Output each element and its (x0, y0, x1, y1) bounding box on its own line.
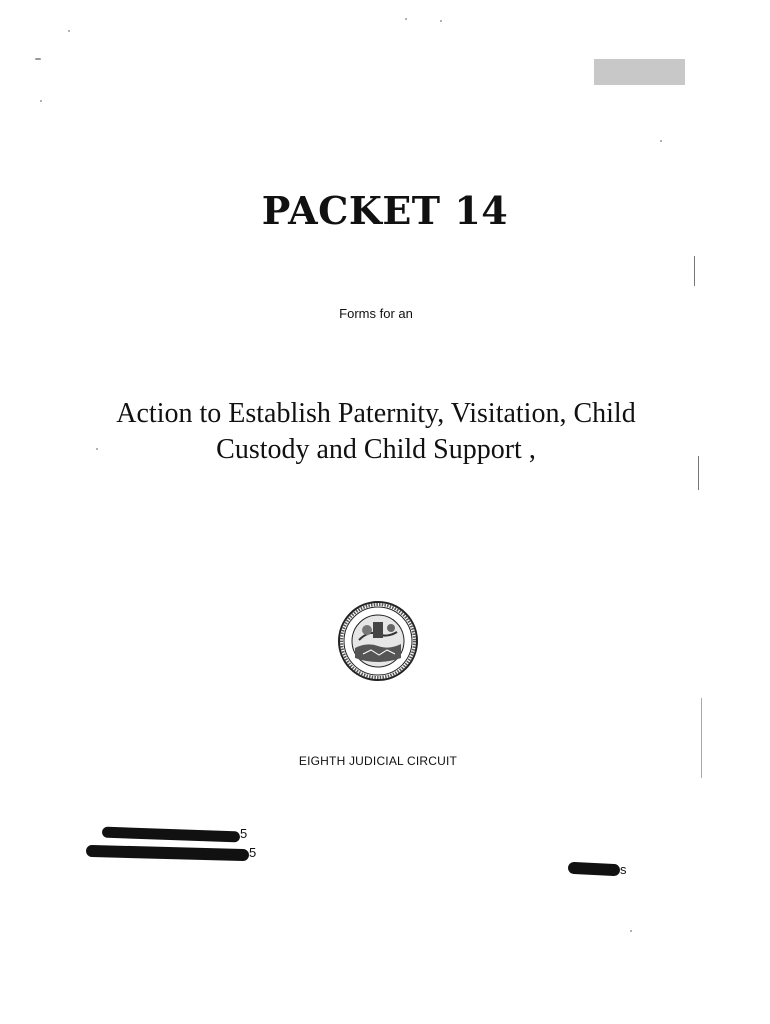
redacted-text-3-tail: s (620, 862, 627, 877)
scan-speck (630, 930, 632, 932)
scan-edge-line (698, 456, 699, 490)
redaction-bar-2 (86, 845, 249, 861)
scan-speck (35, 58, 41, 60)
scan-speck (405, 18, 407, 20)
packet-title: PACKET 14 (261, 188, 509, 233)
action-line-2: Custody and Child Support , (216, 434, 536, 465)
redacted-text-1-tail: 5 (240, 826, 248, 841)
circuit-name: EIGHTH JUDICIAL CIRCUIT (298, 754, 458, 768)
forms-subtitle: Forms for an (339, 306, 413, 321)
scan-speck (40, 100, 42, 102)
gray-label-box (594, 59, 685, 85)
redacted-text-2-tail: 5 (249, 845, 257, 860)
scan-edge-line (694, 256, 695, 286)
scan-speck (68, 30, 70, 32)
scan-edge-line (701, 698, 702, 778)
scan-speck (440, 20, 442, 22)
action-heading (0, 396, 752, 468)
redaction-bar-1 (102, 827, 240, 843)
scan-speck (660, 140, 662, 142)
action-line-1: Action to Establish Paternity, Visitation, Child (116, 398, 636, 429)
state-court-seal-icon (337, 600, 419, 682)
redaction-bar-3 (568, 862, 621, 877)
scan-speck (96, 448, 98, 450)
